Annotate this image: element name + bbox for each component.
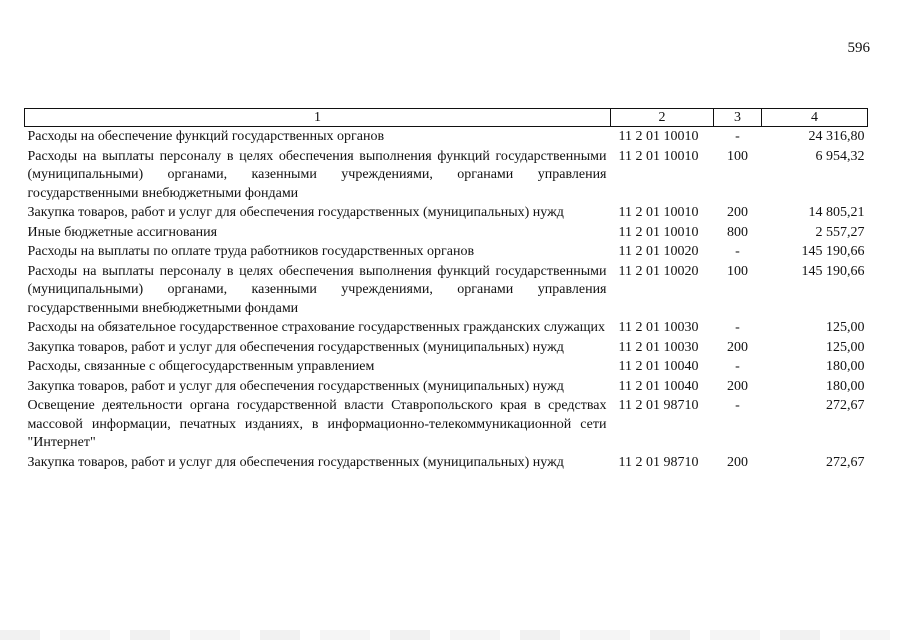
row-type-cell: 200: [727, 339, 748, 355]
row-name-cell: Освещение деятельности органа государственной власти Ставропольского края в средствах массовой информации, печатных изданиях, в информационно-телекоммуникационной сети "Интернет": [27, 398, 607, 450]
row-type-cell: 100: [727, 148, 748, 164]
row-sum-cell: 125,00: [826, 320, 865, 335]
row-name-cell: Расходы на выплаты персоналу в целях обеспечения выполнения функций государственными (муниципальными) органами, казенными учреждениями, органами управления государственными внебюджетными фондами: [27, 148, 607, 201]
row-name-cell: Расходы, связанные с общегосударственным управлением: [27, 359, 375, 374]
table-row: [25, 127, 868, 148]
row-code-cell: 11 2 01 10010: [618, 224, 699, 240]
row-code-cell: 11 2 01 10040: [618, 378, 699, 394]
row-code-cell: 11 2 01 10020: [618, 263, 699, 279]
row-sum-cell: 24 316,80: [808, 129, 865, 144]
column-header-name: 1: [25, 109, 611, 127]
page-number: 596: [847, 40, 870, 56]
row-type-cell: -: [735, 129, 740, 144]
row-name-cell: Расходы на выплаты по оплате труда работников государственных органов: [27, 244, 475, 259]
row-type-cell: -: [735, 320, 740, 335]
row-code-cell: 11 2 01 10020: [618, 244, 699, 259]
row-sum-cell: 2 557,27: [815, 224, 865, 240]
row-name-cell: Закупка товаров, работ и услуг для обеспечения государственных (муниципальных) нужд: [27, 339, 564, 355]
row-sum-cell: 272,67: [826, 398, 865, 413]
row-sum-cell: 180,00: [826, 378, 865, 394]
row-name-cell: Закупка товаров, работ и услуг для обеспечения государственных (муниципальных) нужд: [27, 454, 564, 470]
table-row: [25, 148, 868, 205]
table-row: [25, 319, 868, 339]
table-row: [25, 397, 868, 454]
row-sum-cell: 180,00: [826, 359, 865, 374]
row-type-cell: 100: [727, 263, 748, 279]
table-row: [25, 339, 868, 359]
row-code-cell: 11 2 01 10010: [618, 129, 699, 144]
row-sum-cell: 125,00: [826, 339, 865, 355]
column-header-type: 3: [714, 109, 762, 127]
row-code-cell: 11 2 01 10010: [618, 148, 699, 164]
table-row: [25, 454, 868, 474]
row-code-cell: 11 2 01 10010: [618, 205, 699, 220]
row-type-cell: 800: [727, 224, 748, 240]
row-sum-cell: 6 954,32: [815, 148, 865, 164]
row-code-cell: 11 2 01 10030: [618, 339, 699, 355]
row-type-cell: 200: [727, 378, 748, 394]
row-type-cell: 200: [727, 205, 748, 220]
row-name-cell: Расходы на выплаты персоналу в целях обеспечения выполнения функций государственными (муниципальными) органами, казенными учреждениями, органами управления государственными внебюджетными фондами: [27, 263, 607, 316]
row-name-cell: Закупка товаров, работ и услуг для обеспечения государственных (муниципальных) нужд: [27, 205, 564, 220]
row-code-cell: 11 2 01 98710: [618, 454, 699, 470]
table-row: [25, 204, 868, 224]
row-type-cell: -: [735, 244, 740, 259]
row-code-cell: 11 2 01 10040: [618, 359, 699, 374]
row-sum-cell: 272,67: [826, 454, 865, 470]
row-name-cell: Закупка товаров, работ и услуг для обеспечения государственных (муниципальных) нужд: [27, 378, 564, 394]
row-type-cell: -: [735, 359, 740, 374]
scan-artifact-strip: [0, 630, 898, 640]
row-type-cell: 200: [727, 454, 748, 470]
row-type-cell: -: [735, 398, 740, 413]
row-name-cell: Расходы на обязательное государственное страхование государственных гражданских служащих: [27, 320, 606, 335]
row-sum-cell: 145 190,66: [801, 244, 865, 259]
row-name-cell: Иные бюджетные ассигнования: [27, 224, 218, 240]
row-code-cell: 11 2 01 98710: [618, 398, 699, 413]
column-header-sum: 4: [762, 109, 868, 127]
row-code-cell: 11 2 01 10030: [618, 320, 699, 335]
table-row: [25, 263, 868, 320]
row-sum-cell: 145 190,66: [801, 263, 865, 279]
table-header-row: [25, 109, 868, 127]
table-row: [25, 224, 868, 244]
table-row: [25, 243, 868, 263]
column-header-code: 2: [611, 109, 714, 127]
row-sum-cell: 14 805,21: [808, 205, 865, 220]
row-name-cell: Расходы на обеспечение функций государственных органов: [27, 129, 385, 144]
table-row: [25, 378, 868, 398]
table-body: [25, 127, 868, 474]
table-row: [25, 358, 868, 378]
budget-table: [24, 108, 868, 473]
